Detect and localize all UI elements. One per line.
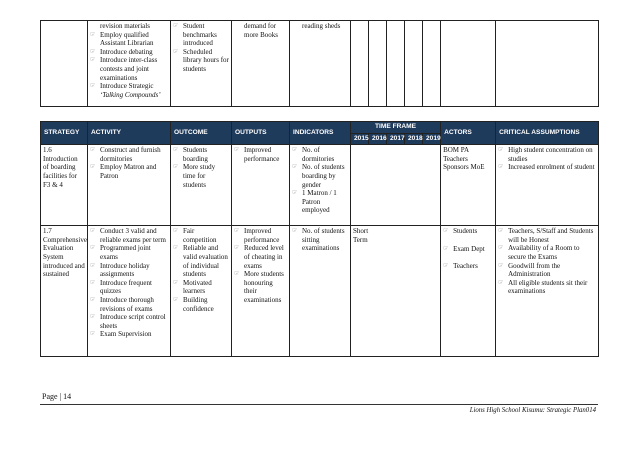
header-activity: ACTIVITY: [88, 122, 171, 145]
cont-indicators-cell: [290, 21, 351, 107]
actors-cell: BOM PA Teachers Sponsors MoE: [441, 145, 496, 226]
document-title: Lions High School Kisumu: Strategic Plan014: [469, 407, 596, 414]
header-outputs: OUTPUTS: [232, 122, 290, 145]
cont-year-cell: [351, 21, 369, 107]
list-item: ☞ Fair competition: [173, 227, 229, 244]
outputs-cell: [232, 226, 290, 357]
list-item: ☞ Improved performance: [234, 146, 287, 163]
cont-year-cell: [405, 21, 423, 107]
list-item: ☞ 1 Matron / 1 Patron employed: [292, 189, 348, 215]
list-item: ☞ High student concentration on studies: [498, 146, 596, 163]
list-item: ☞ Introduce script control sheets: [90, 313, 168, 330]
list-item: ☞ All eligible students sit their examinations: [498, 279, 596, 296]
strategy-text: Introduction of boarding facilities for F3 & 4: [43, 154, 78, 189]
list-item: ☞ Building confidence: [173, 296, 229, 313]
page-number: Page | 14: [42, 392, 72, 401]
strategy-table: [40, 121, 599, 357]
cont-outcome-0: ☞ Student benchmarks introduced: [173, 22, 229, 48]
critical-cell: [496, 226, 599, 357]
actors-cell: [441, 226, 496, 357]
list-item: ☞ Construct and furnish dormitories: [90, 146, 168, 163]
list-item: ☞ Reduced level of cheating in exams: [234, 244, 287, 270]
list-item: ☞ Improved performance: [234, 227, 287, 244]
outcome-cell: [171, 145, 232, 226]
cont-activity-cell: [88, 21, 171, 107]
indicators-cell: [290, 226, 351, 357]
list-item: ☞ Teachers, S/Staff and Students will be Honest: [498, 227, 596, 244]
list-item: ☞ Introduce frequent quizzes: [90, 279, 168, 296]
cont-indicators-text: reading sheds: [302, 22, 341, 30]
list-item: ☞ Exam Dept: [443, 245, 493, 254]
list-item: ☞ Goodwill from the Administration: [498, 262, 596, 279]
list-item: ☞ More study time for students: [173, 163, 229, 189]
cont-outcome-cell: [171, 21, 232, 107]
critical-cell: [496, 145, 599, 226]
cont-activity-4: ☞ Introduce Strategic: [90, 82, 168, 91]
strategy-cell: [41, 226, 88, 357]
cont-year-cell: [369, 21, 387, 107]
list-item: ☞ Students: [443, 227, 493, 236]
timeframe-cell: [351, 145, 441, 226]
table-row: [41, 145, 599, 226]
list-item: ☞ Introduce holiday assignments: [90, 262, 168, 279]
header-year-2016: 2016: [369, 133, 387, 145]
strategy-number: 1.7: [43, 227, 52, 236]
cont-outputs-text: demand for more Books: [244, 22, 279, 39]
cont-activity-3: ☞ Introduce inter-class contests and joint examinations: [90, 56, 168, 82]
list-item: ☞ Availability of a Room to secure the Exams: [498, 244, 596, 261]
cont-strategy-cell: [41, 21, 88, 107]
header-time-frame: TIME FRAME: [351, 122, 441, 134]
list-item: ☞ Increased enrolment of student: [498, 163, 596, 172]
cont-activity-2: ☞ Introduce debating: [90, 48, 168, 57]
list-item: ☞ Reliable and valid evaluation of individual students: [173, 244, 229, 278]
cont-activity-italic: ‘Talking Compounds’: [100, 90, 161, 99]
list-item: ☞ No. of students sitting examinations: [292, 227, 348, 253]
cont-actors-cell: [441, 21, 496, 107]
header-actors: ACTORS: [441, 122, 496, 145]
timeframe-text: Short Term: [353, 227, 369, 244]
list-item: ☞ Exam Supervision: [90, 330, 168, 339]
outcome-cell: [171, 226, 232, 357]
activity-cell: [88, 145, 171, 226]
header-strategy: STRATEGY: [41, 122, 88, 145]
list-item: ☞ Programmed joint exams: [90, 244, 168, 261]
list-item: ☞ More students honouring their examinations: [234, 270, 287, 304]
list-item: ☞ Students boarding: [173, 146, 229, 163]
indicators-cell: [290, 145, 351, 226]
cont-year-cell: [423, 21, 441, 107]
list-item: ☞ No. of students boarding by gender: [292, 163, 348, 189]
strategy-text: Comprehensive Evaluation System introduced and sustained: [43, 235, 87, 279]
cont-outcome-1: ☞ Scheduled library hours for students: [173, 48, 229, 74]
header-critical-assumptions: CRITICAL ASSUMPTIONS: [496, 122, 599, 145]
header-year-2017: 2017: [387, 133, 405, 145]
header-year-2018: 2018: [405, 133, 423, 145]
continuation-table: [40, 20, 599, 107]
cont-year-cell: [387, 21, 405, 107]
cont-critical-cell: [496, 21, 599, 107]
cont-activity-1: ☞ Employ qualified Assistant Librarian: [90, 31, 168, 48]
header-year-2019: 2019: [423, 133, 441, 145]
strategy-cell: [41, 145, 88, 226]
list-item: ☞ Motivated learners: [173, 279, 229, 296]
outputs-cell: [232, 145, 290, 226]
list-item: ☞ Conduct 3 valid and reliable exams per term: [90, 227, 168, 244]
header-outcome: OUTCOME: [171, 122, 232, 145]
strategy-number: 1.6: [43, 146, 52, 155]
table-row: [41, 226, 599, 357]
header-year-2015: 2015: [351, 133, 369, 145]
timeframe-cell: [351, 226, 441, 357]
cont-activity-0: revision materials: [100, 22, 150, 30]
activity-cell: [88, 226, 171, 357]
list-item: ☞ Employ Matron and Patron: [90, 163, 168, 180]
list-item: ☞ Introduce thorough revisions of exams: [90, 296, 168, 313]
list-item: ☞ No. of dormitories: [292, 146, 348, 163]
list-item: ☞ Teachers: [443, 262, 493, 271]
header-indicators: INDICATORS: [290, 122, 351, 145]
footer-divider: [40, 404, 598, 405]
cont-outputs-cell: [232, 21, 290, 107]
